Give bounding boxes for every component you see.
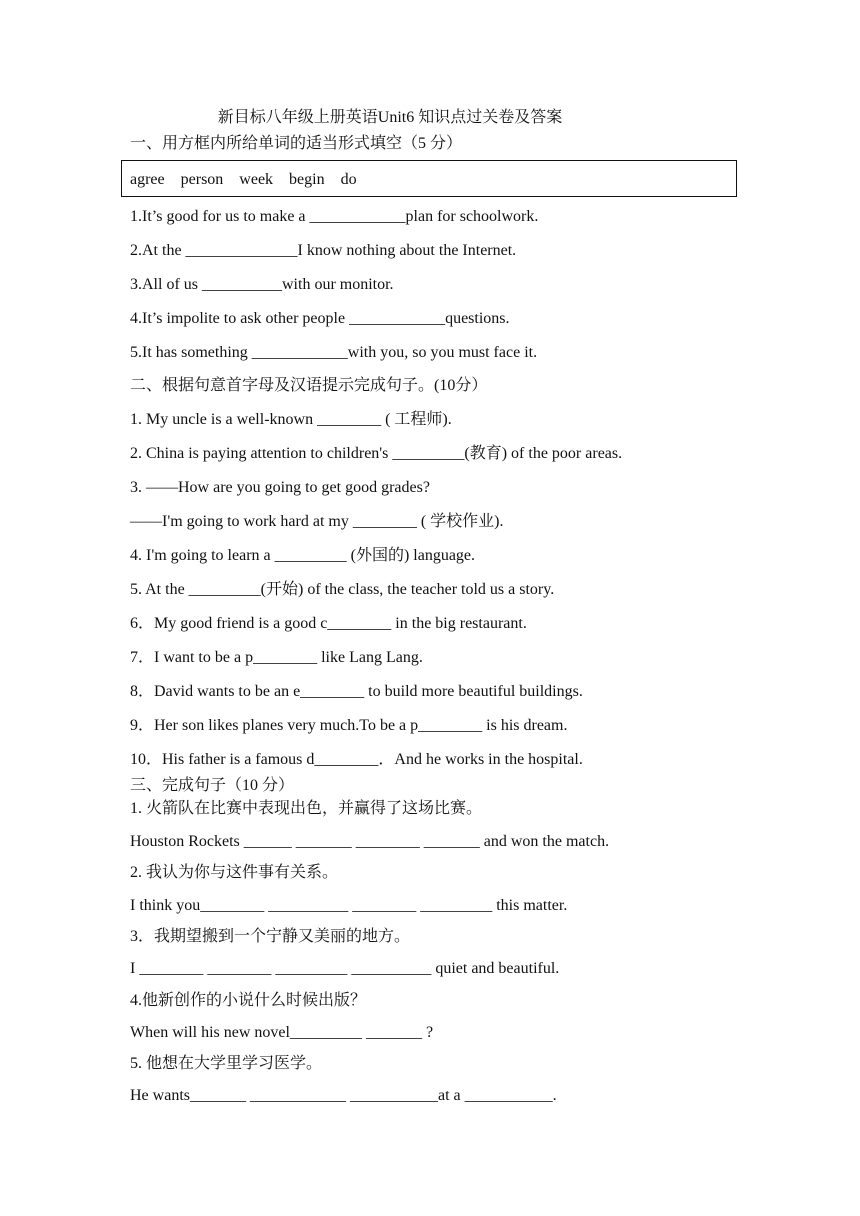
section1-item-1: 1.It’s good for us to make a ____________plan for schoolwork. xyxy=(130,208,539,225)
section3-item-2-en: I think you________ __________ ________ _________ this matter. xyxy=(130,897,568,914)
section2-item-10: 10．His father is a famous d________．And he works in the hospital. xyxy=(130,751,583,768)
section3-item-2-cn: 2. 我认为你与这件事有关系。 xyxy=(130,864,339,881)
section2-item-2: 2. China is paying attention to children's _________(教育) of the poor areas. xyxy=(130,445,623,462)
section1-item-5: 5.It has something ____________with you, so you must face it. xyxy=(130,344,538,361)
word-box-text: agree person week begin do xyxy=(130,171,357,188)
section1-heading: 一、用方框内所给单词的适当形式填空（5 分） xyxy=(130,135,463,152)
section3-heading: 三、完成句子（10 分） xyxy=(130,777,295,794)
section2-item-9: 9．Her son likes planes very much.To be a p________ is his dream. xyxy=(130,717,568,734)
section1-item-3: 3.All of us __________with our monitor. xyxy=(130,276,394,293)
section2-item-3: 3. ——How are you going to get good grades? xyxy=(130,479,430,496)
section2-item-1: 1. My uncle is a well-known ________ ( 工程师). xyxy=(130,411,452,428)
section2-item-7: 7．I want to be a p________ like Lang Lang. xyxy=(130,649,423,666)
word-box xyxy=(121,160,737,197)
section2-item-5: 5. At the _________(开始) of the class, the teacher told us a story. xyxy=(130,581,555,598)
section2-item-4: 4. I'm going to learn a _________ (外国的) language. xyxy=(130,547,476,564)
section3-item-1-en: Houston Rockets ______ _______ ________ _______ and won the match. xyxy=(130,833,610,850)
page-title: 新目标八年级上册英语Unit6 知识点过关卷及答案 xyxy=(217,109,563,126)
section3-item-3-cn: 3．我期望搬到一个宁静又美丽的地方。 xyxy=(130,928,411,945)
section3-item-1-cn: 1. 火箭队在比赛中表现出色，并赢得了这场比赛。 xyxy=(130,800,483,817)
section3-item-3-en: I ________ ________ _________ __________ quiet and beautiful. xyxy=(130,960,560,977)
section1-item-4: 4.It’s impolite to ask other people ____________questions. xyxy=(130,310,510,327)
section1-item-2: 2.At the ______________I know nothing about the Internet. xyxy=(130,242,517,259)
section3-item-5-cn: 5. 他想在大学里学习医学。 xyxy=(130,1055,323,1072)
section2-heading: 二、根据句意首字母及汉语提示完成句子。(10分） xyxy=(130,377,488,394)
section3-item-5-en: He wants_______ ____________ ___________at a ___________. xyxy=(130,1087,557,1104)
section3-item-4-en: When will his new novel_________ _______ ? xyxy=(130,1024,434,1041)
section2-item-6: 6．My good friend is a good c________ in the big restaurant. xyxy=(130,615,527,632)
section2-item-3-answer: ——I'm going to work hard at my ________ ( 学校作业). xyxy=(130,513,504,530)
section3-item-4-cn: 4.他新创作的小说什么时候出版？ xyxy=(130,992,367,1009)
section2-item-8: 8．David wants to be an e________ to build more beautiful buildings. xyxy=(130,683,583,700)
